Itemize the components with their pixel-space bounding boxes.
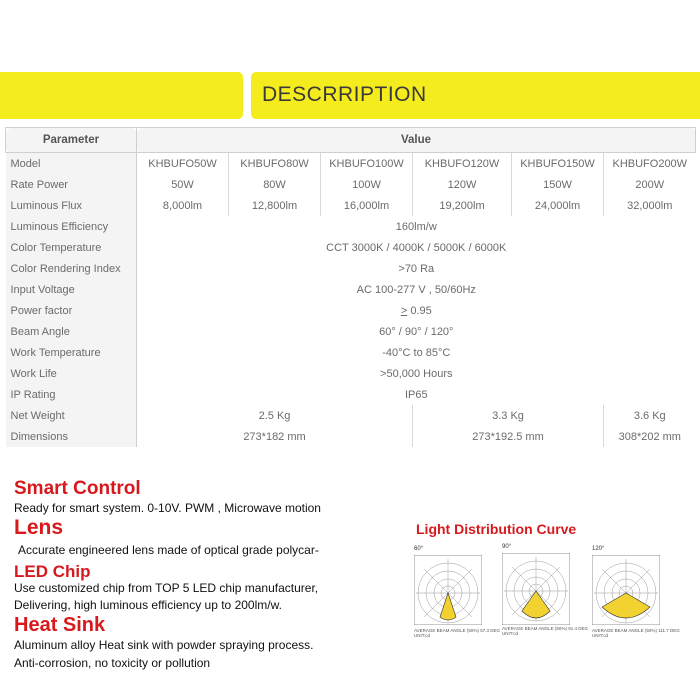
cell: 273*192.5 mm: [413, 426, 604, 447]
cell: 16,000lm: [321, 195, 413, 216]
row-label: Beam Angle: [6, 321, 137, 342]
cell: 8,000lm: [137, 195, 229, 216]
pf-value: 0.95: [407, 304, 432, 317]
cell: [137, 300, 696, 321]
row-label: Luminous Efficiency: [6, 216, 137, 237]
table-row: [6, 279, 696, 300]
table-row: [6, 237, 696, 258]
heat-sink-text-1: Aluminum alloy Heat sink with powder spraying process.: [14, 638, 314, 652]
table-row: [6, 321, 696, 342]
smart-control-heading: Smart Control: [14, 478, 141, 499]
header-value: Value: [137, 128, 696, 153]
row-label: Color Temperature: [6, 237, 137, 258]
pf-symbol: >: [400, 304, 408, 317]
cell: 160lm/w: [395, 220, 437, 233]
row-label: Net Weight: [6, 405, 137, 426]
cell: 308*202 mm: [618, 430, 681, 443]
cell: 200W: [635, 178, 665, 191]
table-row: [6, 405, 696, 426]
row-label: Input Voltage: [6, 279, 137, 300]
row-label: Dimensions: [6, 426, 137, 447]
cell: CCT 3000K / 4000K / 5000K / 6000K: [326, 241, 507, 254]
cell: 50W: [137, 174, 229, 195]
cell: 80W: [229, 174, 321, 195]
cell: KHBUFO150W: [512, 153, 604, 175]
cell: 120W: [413, 174, 512, 195]
table-header-row: [6, 128, 696, 153]
polar-chart-60: [414, 546, 500, 638]
header-bar-left: [0, 72, 243, 119]
heat-sink-text-2: Anti-corrosion, no toxicity or pollution: [14, 656, 211, 670]
cell: IP65: [404, 388, 428, 401]
cell: KHBUFO100W: [321, 153, 413, 175]
row-label: IP Rating: [6, 384, 137, 405]
cell: 3.3 Kg: [413, 405, 604, 426]
led-chip-heading: LED Chip: [14, 562, 91, 581]
row-label: Power factor: [6, 300, 137, 321]
header-parameter: Parameter: [6, 128, 137, 153]
cell: AC 100-277 V , 50/60Hz: [356, 283, 476, 296]
cell: >70 Ra: [398, 262, 435, 275]
row-label: Rate Power: [6, 174, 137, 195]
cell: 12,800lm: [229, 195, 321, 216]
cell: 19,200lm: [413, 195, 512, 216]
section-title: DESCRRIPTION: [262, 83, 427, 106]
polar-plot: [414, 555, 482, 625]
cell: 100W: [321, 174, 413, 195]
chart-angle-label: 60°: [414, 546, 424, 552]
cell: 2.5 Kg: [137, 405, 413, 426]
row-label: Work Temperature: [6, 342, 137, 363]
smart-control-text: Ready for smart system. 0-10V. PWM , Microwave motion: [14, 501, 321, 515]
lens-heading: Lens: [14, 516, 64, 539]
polar-chart-90: [502, 544, 588, 636]
cell: 150W: [512, 174, 604, 195]
cell: -40°C to 85°C: [382, 346, 451, 359]
row-label: Work Life: [6, 363, 137, 384]
table-row: [6, 195, 696, 216]
chart-caption: AVERAGE BEAM ANGLE (50%) 57.3 DEG UNIT:cd: [414, 628, 500, 638]
cell: KHBUFO80W: [229, 153, 321, 175]
cell: 3.6 Kg: [633, 409, 666, 422]
chart-angle-label: 90°: [502, 544, 512, 550]
table-row: [6, 342, 696, 363]
table-row: [6, 300, 696, 321]
led-chip-text-1: Use customized chip from TOP 5 LED chip manufacturer,: [14, 581, 319, 595]
lens-text: Accurate engineered lens made of optical grade polycar-: [18, 543, 319, 557]
cell: KHBUFO50W: [137, 153, 229, 175]
chart-caption: AVERAGE BEAM ANGLE (50%) 111.7 DEG UNIT:cd: [592, 628, 680, 638]
chart-angle-label: 120°: [592, 546, 605, 552]
chart-caption: AVERAGE BEAM ANGLE (50%) 91.4 DEG UNIT:cd: [502, 626, 588, 636]
table-row: [6, 258, 696, 279]
cell: 24,000lm: [512, 195, 604, 216]
cell: >50,000 Hours: [380, 367, 453, 380]
cell: KHBUFO200W: [612, 157, 688, 170]
cell: 32,000lm: [627, 199, 673, 212]
cell: 60° / 90° / 120°: [379, 325, 454, 338]
light-distribution-title: Light Distribution Curve: [416, 521, 577, 537]
row-label: Luminous Flux: [6, 195, 137, 216]
heat-sink-heading: Heat Sink: [14, 614, 106, 636]
table-row: [6, 426, 696, 447]
polar-plot: [592, 555, 660, 625]
row-label: Color Rendering Index: [6, 258, 137, 279]
table-row: [6, 216, 696, 237]
table-row: [6, 174, 696, 195]
row-label: Model: [6, 153, 137, 175]
cell: 273*182 mm: [137, 426, 413, 447]
table-row: [6, 363, 696, 384]
led-chip-text-2: Delivering, high luminous efficiency up to 200lm/w.: [14, 598, 282, 612]
cell: KHBUFO120W: [413, 153, 512, 175]
polar-chart-120: [592, 546, 680, 638]
table-row: [6, 384, 696, 405]
table-row: [6, 153, 696, 175]
polar-plot: [502, 553, 570, 625]
spec-table: [5, 127, 695, 447]
